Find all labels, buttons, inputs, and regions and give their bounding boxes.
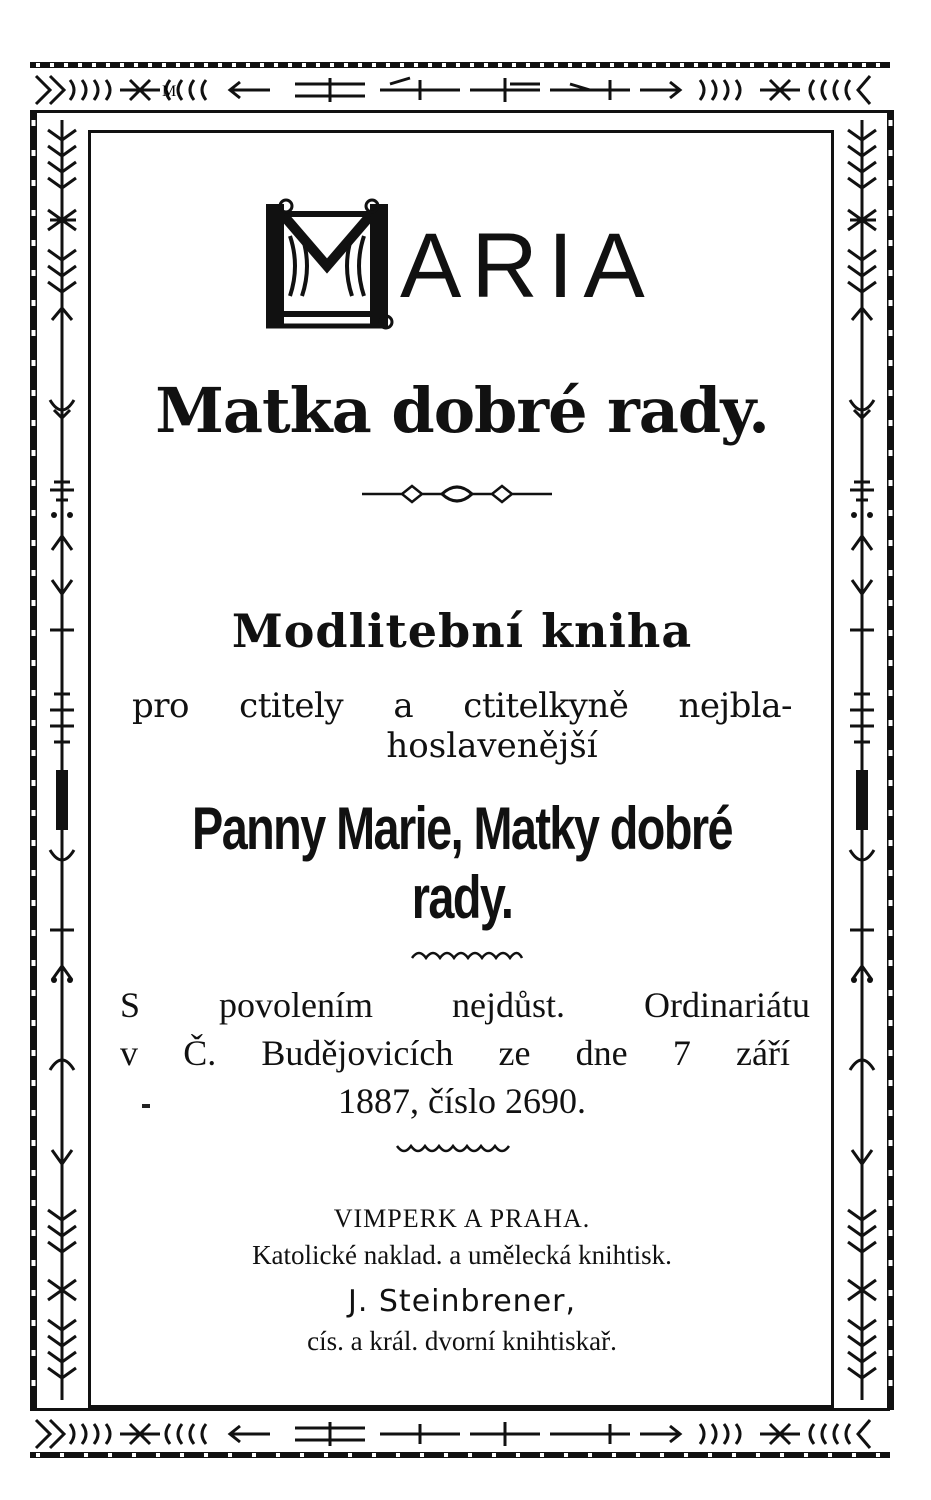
title-page-content <box>92 83 832 1404</box>
imprint-printer: J. Steinbrener, <box>347 1284 577 1319</box>
decorated-initial <box>162 83 392 332</box>
top-ornamental-border <box>30 62 890 114</box>
dedication-name: Panny Marie, Matky dobré rady. <box>192 795 732 931</box>
imprint-place: VIMPERK A PRAHA. <box>333 1204 591 1233</box>
imprint-printer-title: cís. a král. dvorní knihtiskař. <box>307 1326 617 1356</box>
permission-line-2: v Č. Budějovicích ze dne 7 září <box>120 1033 790 1073</box>
bottom-ornamental-border <box>30 1408 890 1460</box>
book-title: Modlitební kniha <box>231 604 693 658</box>
title-rest: ARIA <box>400 215 655 317</box>
permission-line-1: S povolením nejdůst. Ordinariátu <box>120 985 810 1025</box>
flourish-divider <box>362 479 552 509</box>
ink-speck <box>142 1104 150 1108</box>
imprint-publisher: Katolické naklad. a umělecká knihtisk. <box>252 1240 672 1270</box>
left-ornamental-border <box>30 110 88 1410</box>
wave-divider-small <box>397 1138 517 1156</box>
dedication-line-1: pro ctitely a ctitelkyně nejbla- <box>132 686 792 726</box>
permission-line-3: 1887, číslo 2690. <box>338 1081 586 1121</box>
right-ornamental-border <box>836 110 894 1410</box>
dedication-line-2: hoslavenější <box>386 726 598 766</box>
title-initial-letter: M <box>162 83 177 100</box>
subtitle: Matka dobré rady. <box>155 374 769 447</box>
wave-divider <box>412 946 522 964</box>
main-title <box>162 83 682 336</box>
